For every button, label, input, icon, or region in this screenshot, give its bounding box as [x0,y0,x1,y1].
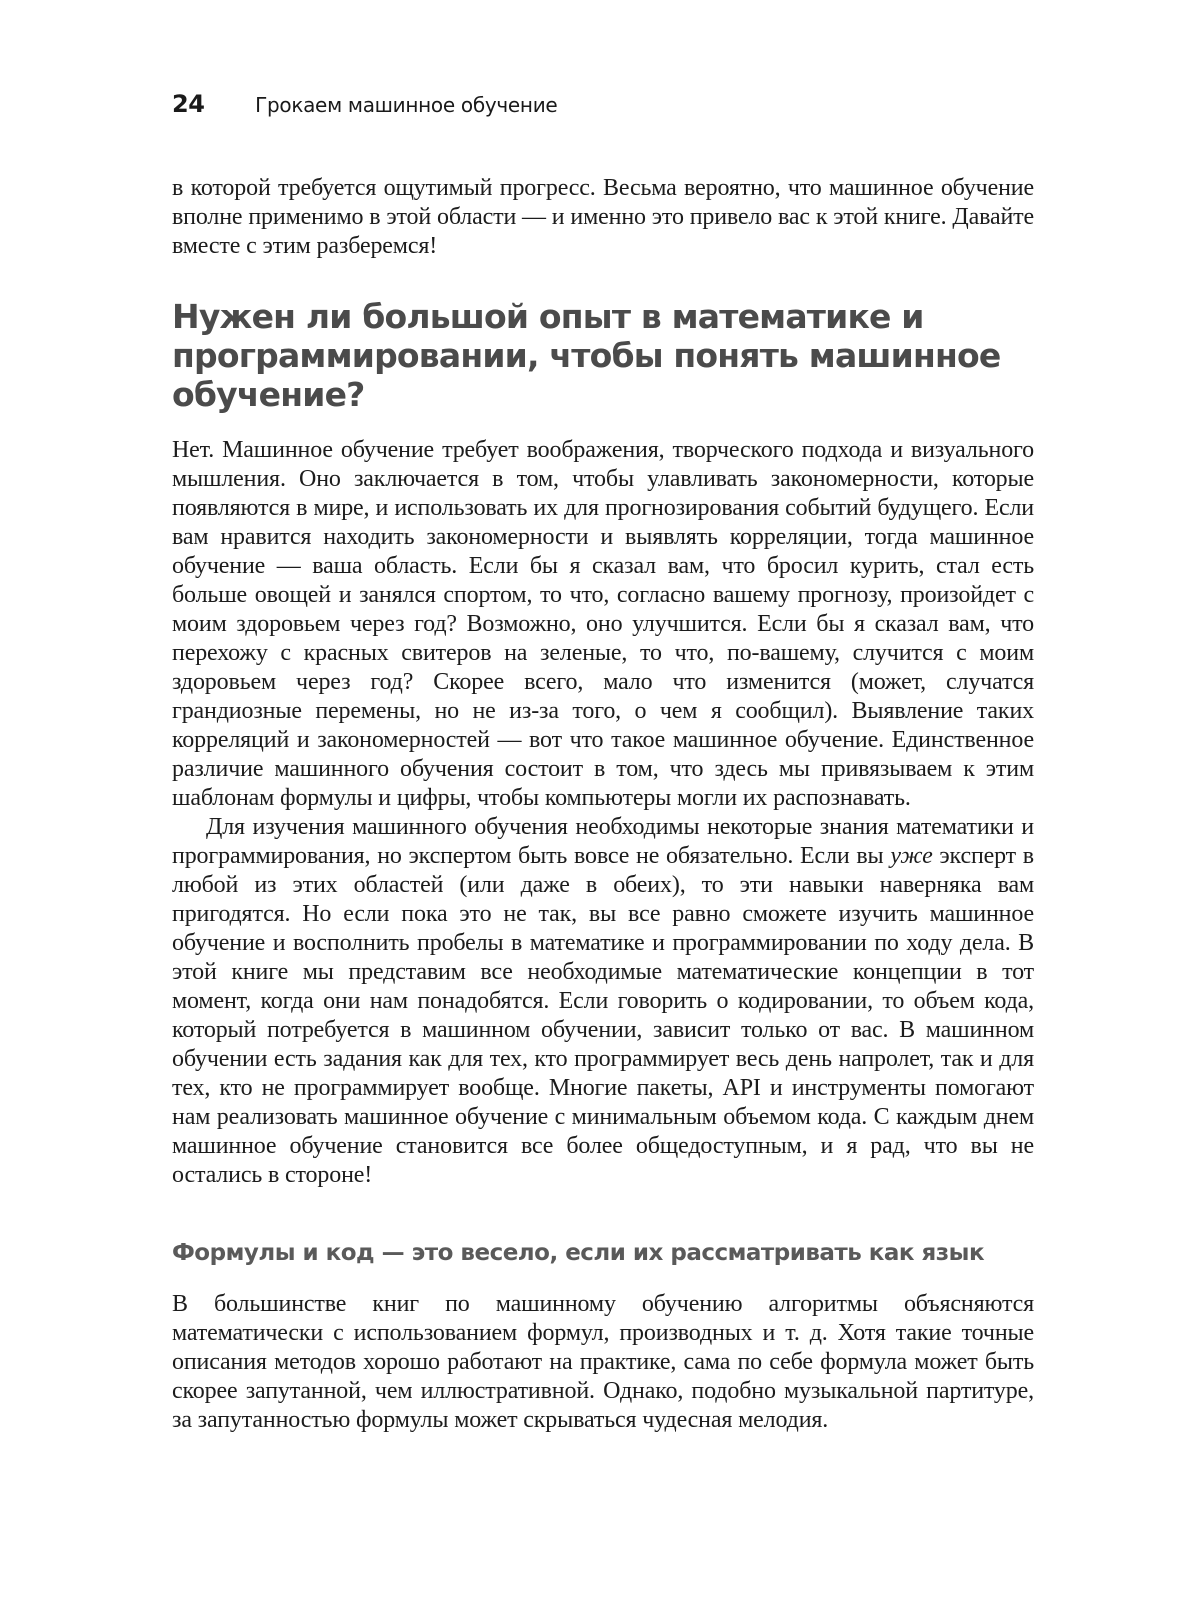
section-body-math-programming [172,436,1034,1190]
body-paragraph-3: В большинстве книг по машинному обучению алгоритмы объясняются математически с использованием формул, производных и т. д. Хотя такие точные описания методов хорошо работают на практике, сама по себе формула может быть скорее запутанной, чем иллюстративной. Однако, подобно музыкальной партитуре, за запутанностью формулы может скрываться чудесная мелодия. [172,1291,1034,1433]
page-number: 24 [172,90,205,118]
book-title: Грокаем машинное обучение [255,93,558,117]
body-paragraph-2 [172,813,1034,1190]
paragraph-2-text-end: эксперт в любой из этих областей (или даже в обеих), то эти навыки наверняка вам пригодятся. Но если пока это не так, вы все равно сможете изучить машинное обучение и восполнить пробелы в математике и программировании по ходу дела. В этой книге мы представим все необходимые математические концепции в тот момент, когда они нам понадобятся. Если говорить о кодировании, то объем кода, который потребуется в машинном обучении, зависит только от вас. В машинном обучении есть задания как для тех, кто программирует весь день напролет, так и для тех, кто не программирует вообще. Многие пакеты, API и инструменты помогают нам реализовать машинное обучение с минимальным объемом кода. С каждым днем машинное обучение становится все более общедоступным, и я рад, что вы не остались в стороне! [172,843,1034,1188]
section-heading-math-programming: Нужен ли большой опыт в математике и программировании, чтобы понять машинное обучение? [172,297,1001,414]
intro-block [172,174,1034,261]
running-head [172,90,1032,130]
emphasis-word: уже [890,843,933,869]
intro-paragraph: в которой требуется ощутимый прогресс. Весьма вероятно, что машинное обучение вполне применимо в этой области — и именно это привело вас к этой книге. Давайте вместе с этим разберемся! [172,175,1034,259]
paragraph-2-text-start: Для изучения машинного обучения необходимы некоторые знания математики и программирования, но экспертом быть вовсе не обязательно. Если вы [172,814,1034,869]
body-paragraph-1: Нет. Машинное обучение требует воображения, творческого подхода и визуального мышления. Оно заключается в том, чтобы улавливать закономерности, которые появляются в мире, и использовать их для прогнозирования событий будущего. Если вам нравится находить закономерности и выявлять корреляции, тогда машинное обучение — ваша область. Если бы я сказал вам, что бросил курить, стал есть больше овощей и занялся спортом, то что, согласно вашему прогнозу, произойдет с моим здоровьем через год? Возможно, оно улучшится. Если бы я сказал вам, что перехожу с красных свитеров на зеленые, то что, по-вашему, случится с моим здоровьем через год? Скорее всего, мало что изменится (может, случатся грандиозные перемены, но не из-за того, о чем я сообщил). Выявление таких корреляций и закономерностей — вот что такое машинное обучение. Единственное различие машинного обучения состоит в том, что здесь мы привязываем к этим шаблонам формулы и цифры, чтобы компьютеры могли их распознавать. [172,437,1034,811]
subsection-heading-formulas-code: Формулы и код — это весело, если их рассматривать как язык [172,1240,985,1266]
section-body-formulas-code [172,1290,1034,1435]
